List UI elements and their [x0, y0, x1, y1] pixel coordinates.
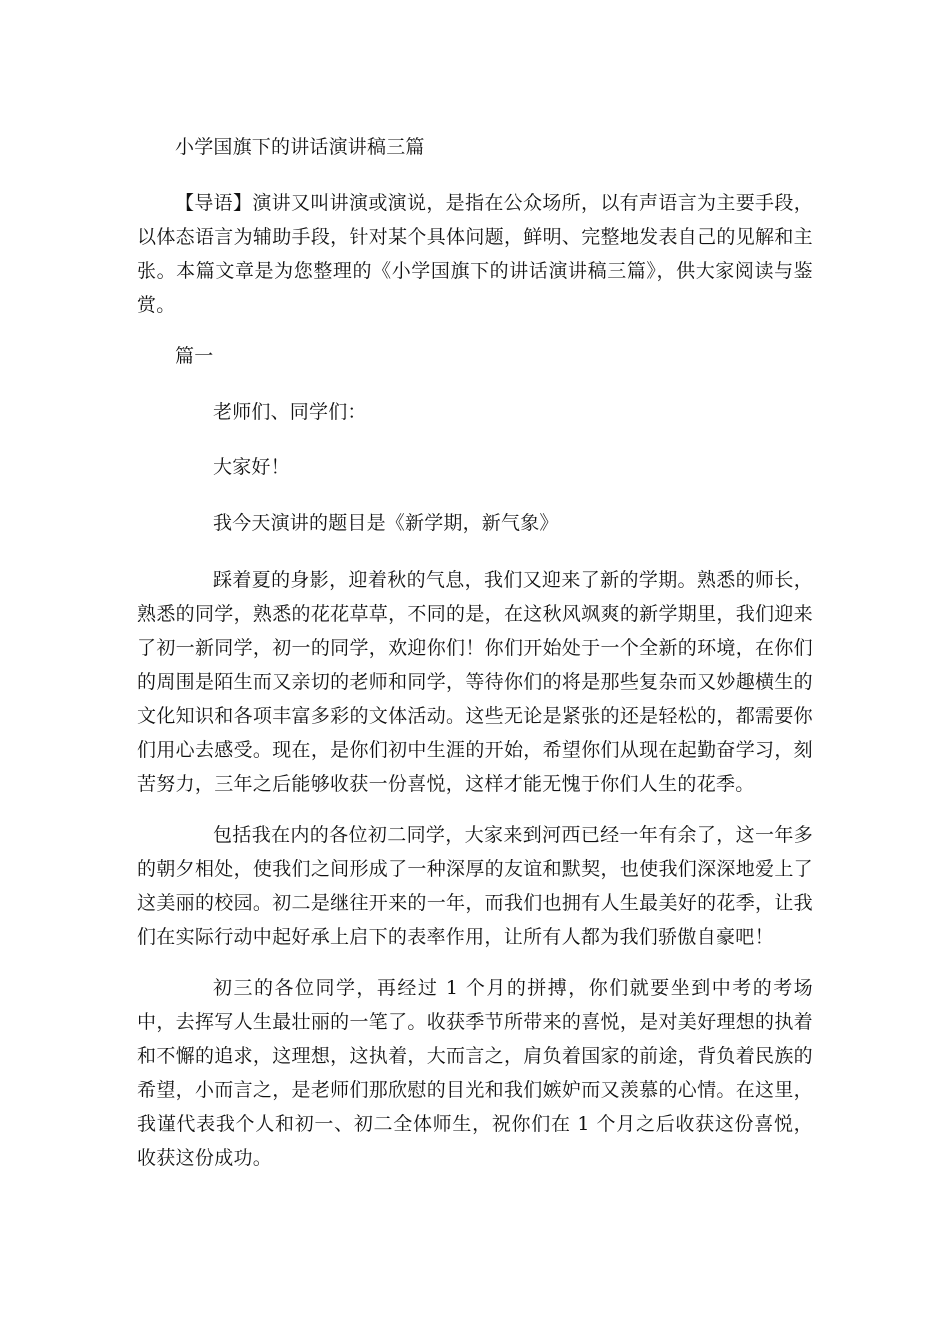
- salutation: 老师们、同学们：: [213, 401, 367, 423]
- greeting: 大家好！: [213, 456, 290, 478]
- body-paragraph: 包括我在内的各位初二同学，大家来到河西已经一年有余了，这一年多的朝夕相处，使我们之间形成了一种深厚的友谊和默契，也使我们深深地爱上了这美丽的校园。初二是继往开来的一年，而我们也拥有人生最美好的花季，让我们在实际行动中起好承上启下的表率作用，让所有人都为我们骄傲自豪吧！: [137, 824, 813, 948]
- intro-paragraph: 【导语】演讲又叫讲演或演说，是指在公众场所，以有声语言为主要手段，以体态语言为辅助手段，针对某个具体问题，鲜明、完整地发表自己的见解和主张。本篇文章是为您整理的《小学国旗下的讲话演讲稿三篇》，供大家阅读与鉴赏。: [137, 192, 813, 316]
- section-label: 篇一: [175, 345, 214, 367]
- speech-topic: 我今天演讲的题目是《新学期，新气象》: [213, 512, 559, 534]
- body-paragraph: 初三的各位同学，再经过 1 个月的拼搏，你们就要坐到中考的考场中，去挥写人生最壮丽的一笔了。收获季节所带来的喜悦，是对美好理想的执着和不懈的追求，这理想，这执着，大而言之，肩负着国家的前途，背负着民族的希望，小而言之，是老师们那欣慰的目光和我们嫉妒而又羡慕的心情。在这里，我谨代表我个人和初一、初二全体师生，祝你们在 1 个月之后收获这份喜悦，收获这份成功。: [137, 977, 813, 1169]
- document-title: 小学国旗下的讲话演讲稿三篇: [175, 136, 425, 158]
- body-paragraph: 踩着夏的身影，迎着秋的气息，我们又迎来了新的学期。熟悉的师长，熟悉的同学，熟悉的花花草草，不同的是，在这秋风飒爽的新学期里，我们迎来了初一新同学，初一的同学，欢迎你们！你们开始处于一个全新的环境，在你们的周围是陌生而又亲切的老师和同学，等待你们的将是那些复杂而又妙趣横生的文化知识和各项丰富多彩的文体活动。这些无论是紧张的还是轻松的，都需要你们用心去感受。现在，是你们初中生涯的开始，希望你们从现在起勤奋学习，刻苦努力，三年之后能够收获一份喜悦，这样才能无愧于你们人生的花季。: [137, 569, 813, 795]
